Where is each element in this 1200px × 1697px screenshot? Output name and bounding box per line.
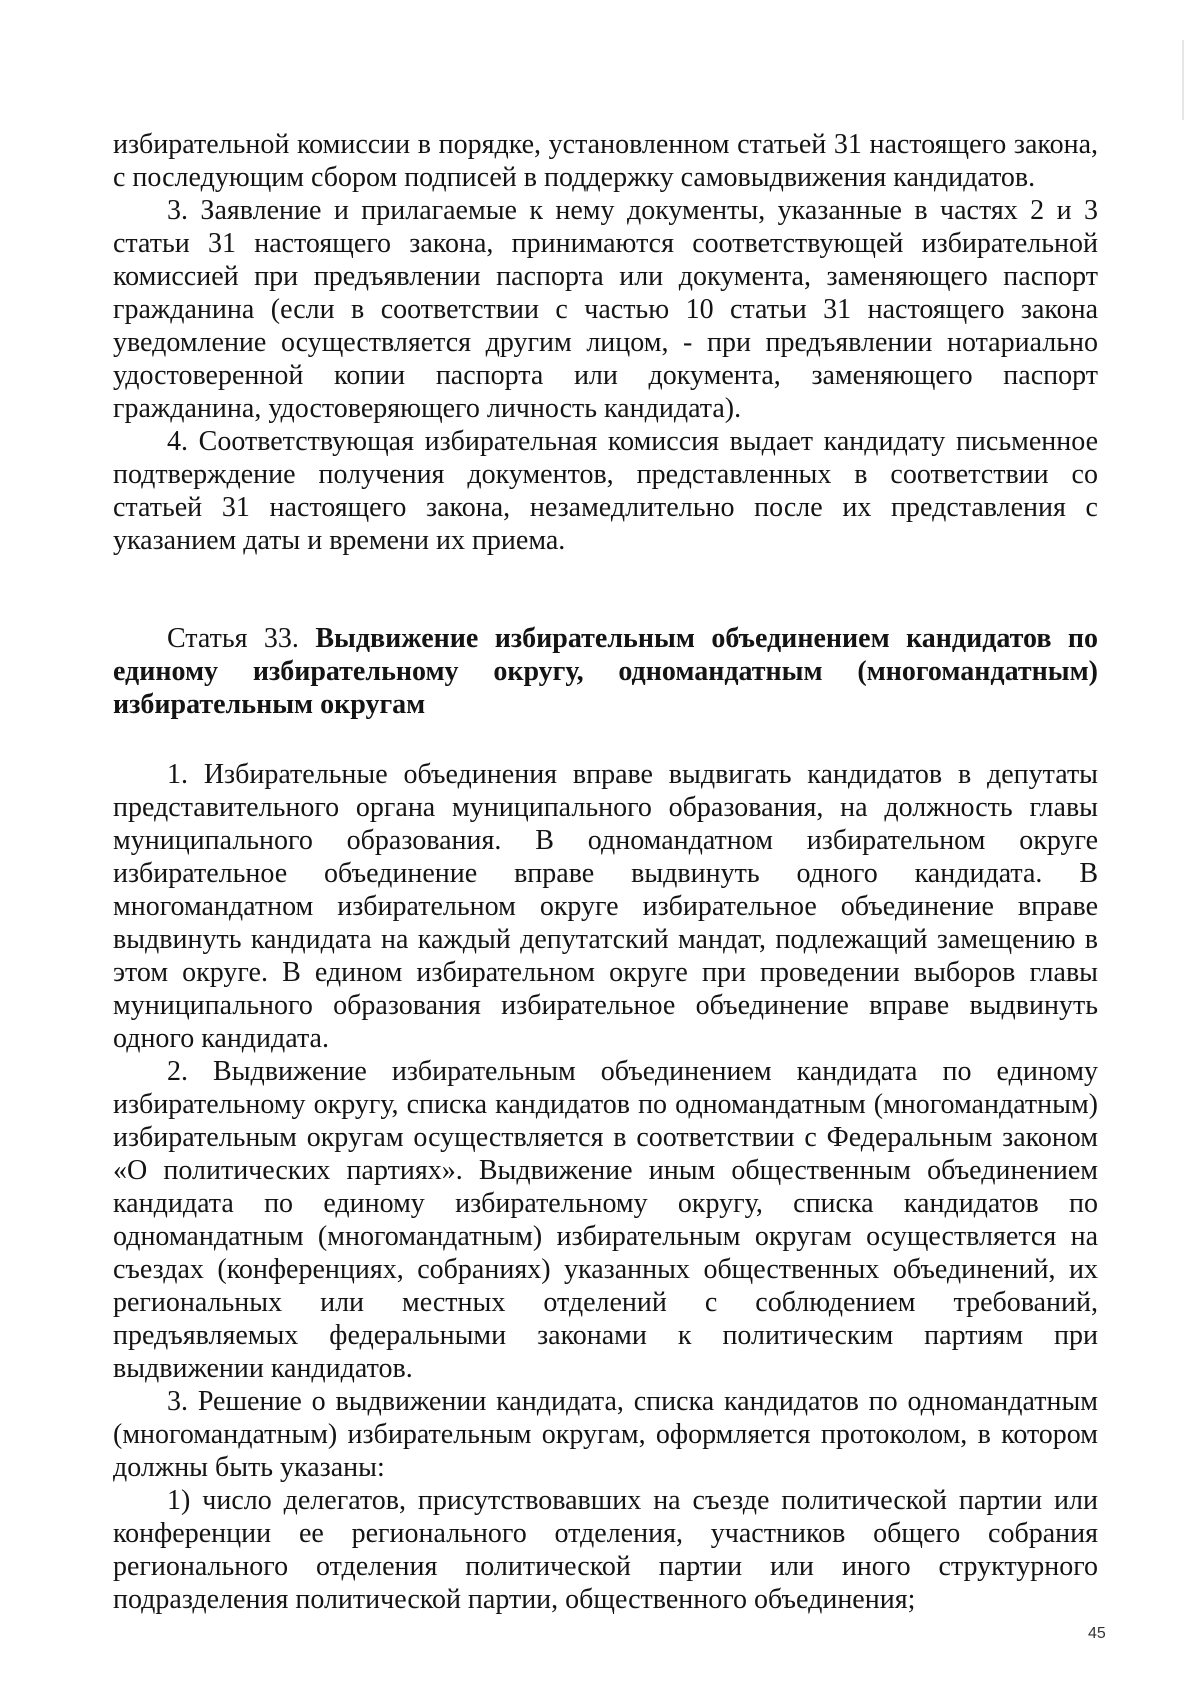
paragraph-4: 4. Соответствующая избирательная комиссия выдает кандидату письменное подтверждение получения документов, представленных в соответствии со статьей 31 настоящего закона, незамедлительно после их представления с указанием даты и времени их приема. <box>113 426 1098 556</box>
paragraph-3: 3. Заявление и прилагаемые к нему документы, указанные в частях 2 и 3 статьи 31 настоящего закона, принимаются соответствующей избирательной комиссией при предъявлении паспорта или документа, заменяющего паспорт гражданина (если в соответствии с частью 10 статьи 31 настоящего закона уведомление осуществляется другим лицом, - при предъявлении нотариально удостоверенной копии паспорта или документа, заменяющего паспорт гражданина, удостоверяющего личность кандидата). <box>113 195 1098 424</box>
text-block-top <box>113 128 1098 557</box>
article-paragraph-3: 3. Решение о выдвижении кандидата, списка кандидатов по одномандатным (многомандатным) избирательным округам, оформляется протоколом, в котором должны быть указаны: <box>113 1386 1098 1483</box>
article-title: Выдвижение избирательным объединением кандидатов по единому избирательному округу, одномандатным (многомандатным) избирательным округам <box>113 623 1099 720</box>
scan-edge-mark <box>1182 40 1184 120</box>
article-heading <box>113 622 1098 721</box>
paragraph-continuation: избирательной комиссии в порядке, установленном статьей 31 настоящего закона, с последующим сбором подписей в поддержку самовыдвижения кандидатов. <box>113 129 1098 193</box>
article-paragraph-2: 2. Выдвижение избирательным объединением кандидата по единому избирательному округу, списка кандидатов по одномандатным (многомандатным) избирательным округам осуществляется в соответствии с Федеральным законом «О политических партиях». Выдвижение иным общественным объединением кандидата по единому избирательному округу, списка кандидатов по одномандатным (многомандатным) избирательным округам осуществляется на съездах (конференциях, собраниях) указанных общественных объединений, их региональных или местных отделений с соблюдением требований, предъявляемых федеральными законами к политическим партиям при выдвижении кандидатов. <box>113 1056 1098 1384</box>
article-prefix: Статья 33. <box>167 623 299 654</box>
text-block-article <box>113 758 1098 1616</box>
article-subitem-1: 1) число делегатов, присутствовавших на съезде политической партии или конференции ее регионального отделения, участников общего собрания регионального отделения политической партии или иного структурного подразделения политической партии, общественного объединения; <box>113 1485 1098 1615</box>
article-paragraph-1: 1. Избирательные объединения вправе выдвигать кандидатов в депутаты представительного органа муниципального образования, на должность главы муниципального образования. В одномандатном избирательном округе избирательное объединение вправе выдвинуть одного кандидата. В многомандатном избирательном округе избирательное объединение вправе выдвинуть кандидата на каждый депутатский мандат, подлежащий замещению в этом округе. В едином избирательном округе при проведении выборов главы муниципального образования избирательное объединение вправе выдвинуть одного кандидата. <box>113 759 1098 1054</box>
page-number: 45 <box>1088 1625 1106 1642</box>
